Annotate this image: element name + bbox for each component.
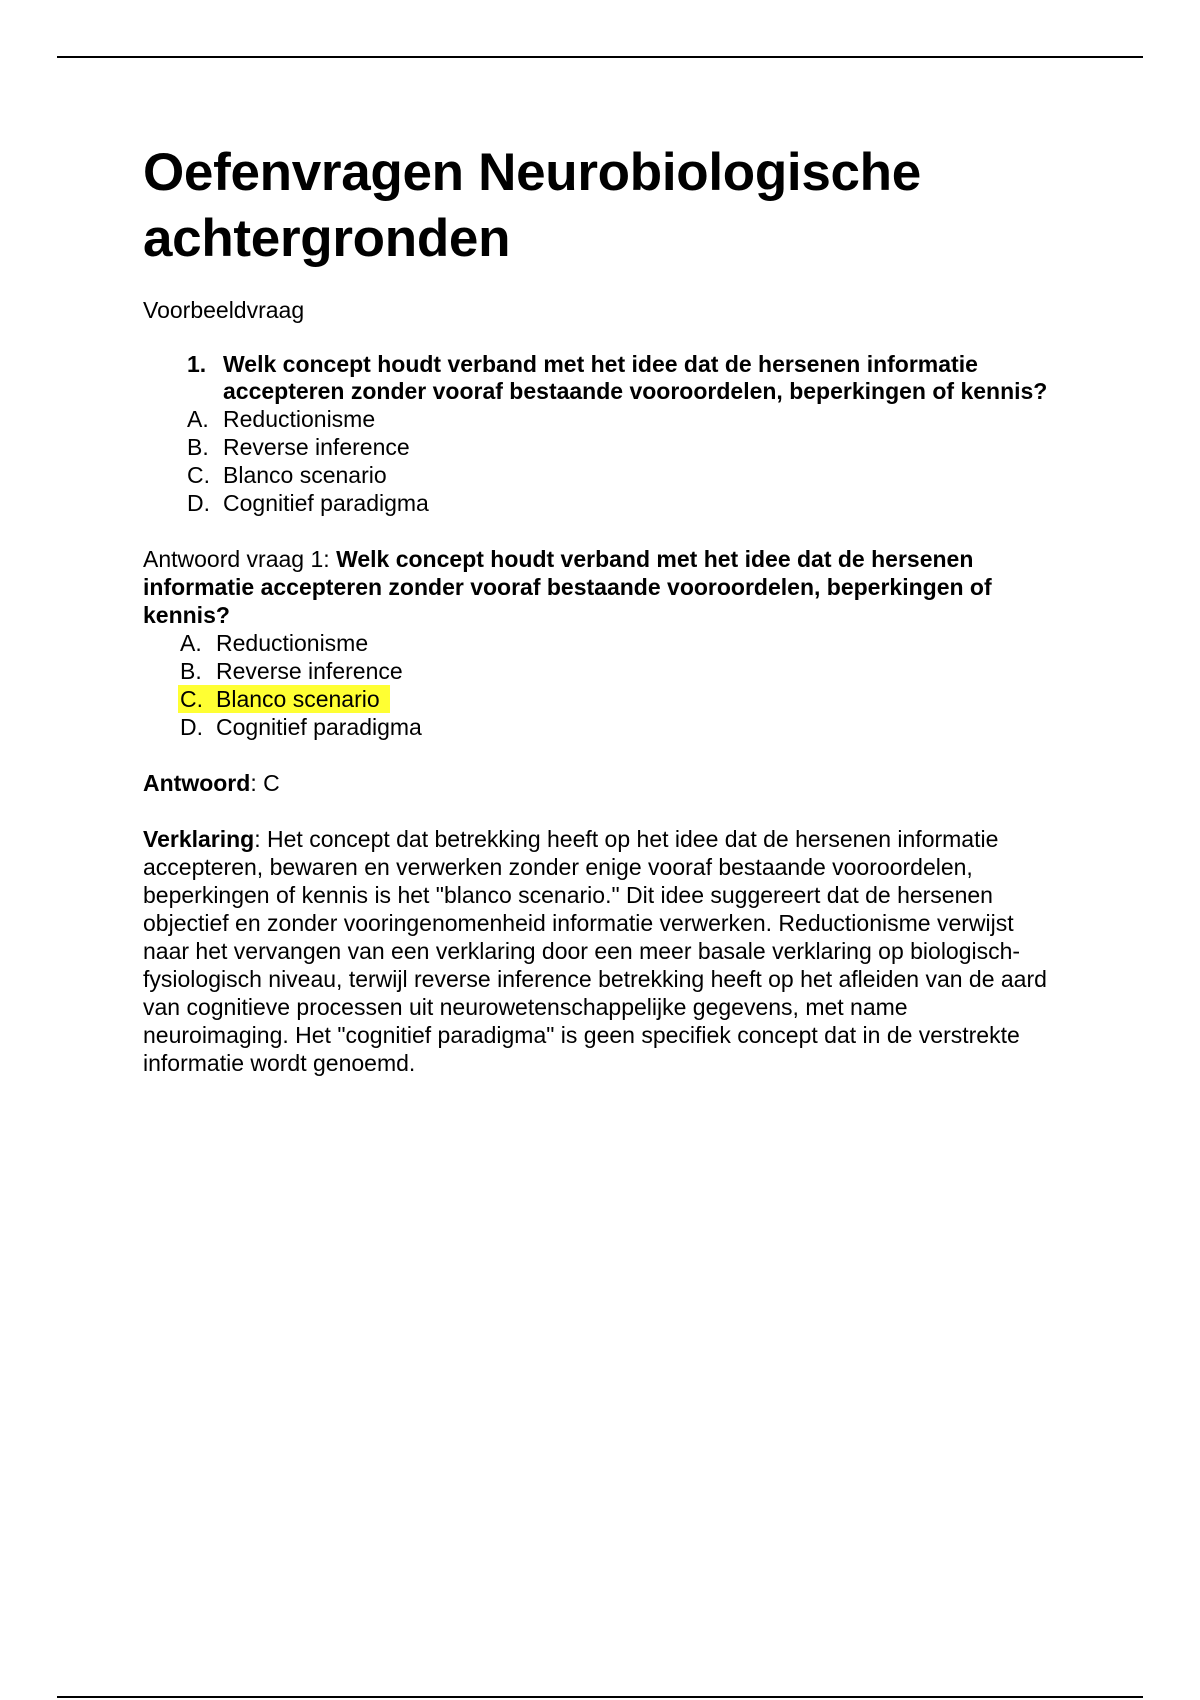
answer-option-a	[143, 629, 1063, 657]
explanation-paragraph	[143, 825, 1058, 1077]
option-a	[143, 405, 1063, 433]
answer-line	[143, 769, 1063, 797]
option-text: Reductionisme	[223, 406, 376, 432]
question-text: Welk concept houdt verband met het idee dat de hersenen informatie accepteren zonder vooraf bestaande vooroordelen, beperkingen of kennis?	[223, 351, 1048, 404]
option-letter: B.	[187, 434, 209, 460]
option-letter: C.	[187, 462, 210, 488]
option-c	[143, 461, 1063, 489]
explanation-label: Verklaring	[143, 826, 255, 852]
answer-label: Antwoord	[143, 770, 251, 796]
option-letter: D.	[187, 490, 210, 516]
option-text: Cognitief paradigma	[216, 714, 422, 740]
option-text: Reductionisme	[216, 630, 369, 656]
top-divider	[57, 56, 1143, 58]
explanation-text: : Het concept dat betrekking heeft op het idee dat de hersenen informatie accepteren, bewaren en verwerken zonder enige vooraf bestaande vooroordelen, beperkingen of kennis is het "blanco scenario." Dit idee suggereert dat de hersenen objectief en zonder vooringenomenheid informatie verwerken. Reductionisme verwijst naar het vervangen van een verklaring door een meer basale verklaring op biologisch-fysiologisch niveau, terwijl reverse inference betrekking heeft op het afleiden van de aard van cognitieve processen uit neurowetenschappelijke gegevens, met name neuroimaging. Het "cognitief paradigma" is geen specifiek concept dat in de verstrekte informatie wordt genoemd.	[143, 826, 1047, 1076]
document-title: Oefenvragen Neurobiologische achtergronden	[143, 143, 921, 268]
option-text: Blanco scenario	[223, 462, 387, 488]
option-text: Reverse inference	[223, 434, 410, 460]
option-d	[143, 489, 1063, 517]
answer-option-c-highlighted	[143, 685, 1063, 713]
option-letter: A.	[180, 630, 202, 656]
option-letter: C.	[180, 686, 203, 712]
question-block	[143, 351, 1063, 517]
answer-intro-label: Antwoord vraag 1:	[143, 546, 337, 572]
question-number: 1.	[187, 351, 207, 377]
document-body	[143, 140, 1063, 1100]
section-label: Voorbeeldvraag	[143, 297, 305, 323]
option-b	[143, 433, 1063, 461]
answer-question-text: Welk concept houdt verband met het idee dat de hersenen informatie accepteren zonder vooraf bestaande vooroordelen, beperkingen of kennis?	[143, 546, 992, 628]
option-text: Blanco scenario	[216, 686, 380, 712]
question-row	[143, 351, 1063, 405]
option-letter: A.	[187, 406, 209, 432]
option-text: Cognitief paradigma	[223, 490, 429, 516]
option-letter: B.	[180, 658, 202, 684]
option-letter: D.	[180, 714, 203, 740]
option-text: Reverse inference	[216, 658, 403, 684]
answer-option-b	[143, 657, 1063, 685]
bottom-divider	[57, 1696, 1143, 1698]
answer-value: : C	[250, 770, 280, 796]
answer-intro	[143, 545, 1063, 629]
answer-option-d	[143, 713, 1063, 741]
